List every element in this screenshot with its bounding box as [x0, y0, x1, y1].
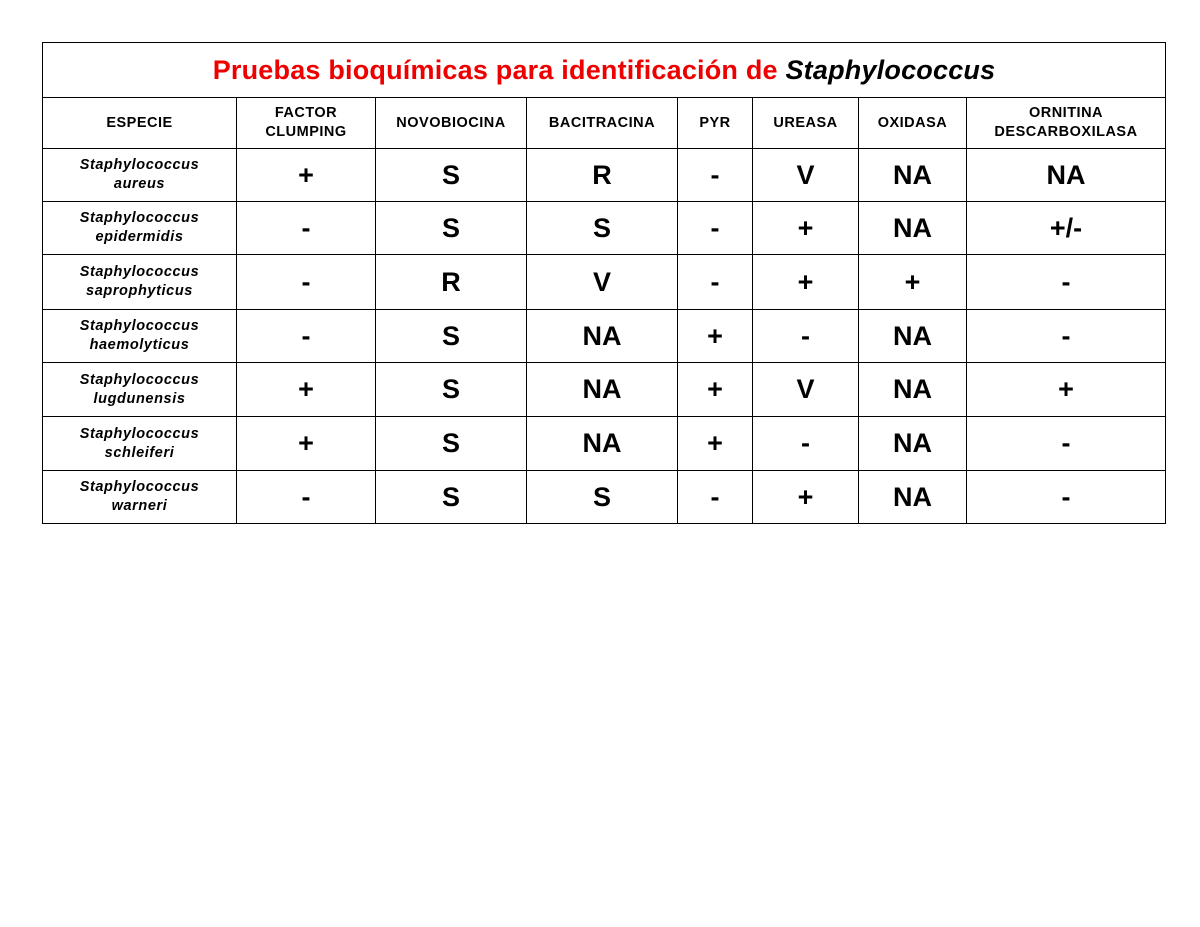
table-row — [43, 471, 1166, 524]
result-cell: S — [376, 149, 527, 202]
header-factor-clumping: FACTOR CLUMPING — [237, 98, 376, 149]
table-row — [43, 202, 1166, 255]
result-cell: NA — [527, 363, 678, 417]
result-cell: S — [376, 417, 527, 471]
result-cell: - — [678, 255, 753, 310]
species-genus: Staphylococcus — [79, 157, 200, 173]
table-body — [43, 149, 1166, 524]
result-cell: R — [527, 149, 678, 202]
result-cell: + — [237, 363, 376, 417]
title-prefix: Pruebas bioquímicas para identificación de — [212, 54, 778, 85]
result-cell: + — [859, 255, 967, 310]
result-cell: - — [237, 202, 376, 255]
species-name: saprophyticus — [86, 283, 193, 299]
result-cell: - — [678, 149, 753, 202]
result-cell: NA — [527, 310, 678, 363]
result-cell: S — [376, 202, 527, 255]
title-genus: Staphylococcus — [785, 54, 996, 85]
result-cell: + — [678, 363, 753, 417]
result-cell: + — [753, 202, 859, 255]
species-name: haemolyticus — [89, 337, 190, 353]
species-name: warneri — [111, 498, 168, 514]
header-especie: ESPECIE — [43, 98, 237, 149]
header-pyr: PYR — [678, 98, 753, 149]
result-cell: + — [753, 255, 859, 310]
result-cell: S — [376, 471, 527, 524]
result-cell: NA — [859, 363, 967, 417]
table-row — [43, 363, 1166, 417]
result-cell: + — [237, 417, 376, 471]
result-cell: +/- — [967, 202, 1166, 255]
header-bacitracina: BACITRACINA — [527, 98, 678, 149]
species-name: aureus — [113, 176, 166, 192]
species-genus: Staphylococcus — [79, 479, 200, 495]
result-cell: NA — [859, 417, 967, 471]
species-cell — [43, 417, 237, 471]
species-genus: Staphylococcus — [79, 210, 200, 226]
species-name: lugdunensis — [93, 390, 186, 407]
result-cell: NA — [859, 471, 967, 524]
result-cell: NA — [527, 417, 678, 471]
species-cell — [43, 363, 237, 417]
table-row — [43, 310, 1166, 363]
table-title — [43, 43, 1166, 98]
result-cell: - — [967, 471, 1166, 524]
header-row — [43, 98, 1166, 149]
result-cell: + — [753, 471, 859, 524]
table-row — [43, 255, 1166, 310]
result-cell: - — [967, 417, 1166, 471]
header-ornitina-descarboxilasa: ORNITINA DESCARBOXILASA — [967, 98, 1166, 149]
result-cell: + — [678, 310, 753, 363]
result-cell: V — [753, 363, 859, 417]
species-genus: Staphylococcus — [79, 318, 200, 334]
header-oxidasa: OXIDASA — [859, 98, 967, 149]
result-cell: - — [678, 202, 753, 255]
header-ureasa: UREASA — [753, 98, 859, 149]
species-genus: Staphylococcus — [79, 425, 200, 442]
species-name: epidermidis — [95, 229, 184, 245]
result-cell: - — [237, 255, 376, 310]
species-genus: Staphylococcus — [79, 371, 200, 388]
species-cell — [43, 255, 237, 310]
species-cell — [43, 149, 237, 202]
result-cell: + — [237, 149, 376, 202]
result-cell: - — [753, 417, 859, 471]
result-cell: NA — [859, 202, 967, 255]
result-cell: + — [967, 363, 1166, 417]
result-cell: - — [753, 310, 859, 363]
result-cell: S — [376, 310, 527, 363]
result-cell: NA — [859, 310, 967, 363]
result-cell: - — [237, 310, 376, 363]
result-cell: - — [967, 310, 1166, 363]
table-row — [43, 149, 1166, 202]
species-cell — [43, 202, 237, 255]
result-cell: S — [527, 471, 678, 524]
table-row — [43, 417, 1166, 471]
result-cell: NA — [967, 149, 1166, 202]
species-genus: Staphylococcus — [79, 264, 200, 280]
biochemical-tests-table — [42, 42, 1166, 524]
result-cell: S — [527, 202, 678, 255]
result-cell: - — [237, 471, 376, 524]
result-cell: NA — [859, 149, 967, 202]
species-cell — [43, 310, 237, 363]
result-cell: R — [376, 255, 527, 310]
species-name: schleiferi — [104, 444, 175, 461]
result-cell: V — [527, 255, 678, 310]
result-cell: - — [678, 471, 753, 524]
species-cell — [43, 471, 237, 524]
header-novobiocina: NOVOBIOCINA — [376, 98, 527, 149]
result-cell: + — [678, 417, 753, 471]
result-cell: V — [753, 149, 859, 202]
result-cell: - — [967, 255, 1166, 310]
result-cell: S — [376, 363, 527, 417]
